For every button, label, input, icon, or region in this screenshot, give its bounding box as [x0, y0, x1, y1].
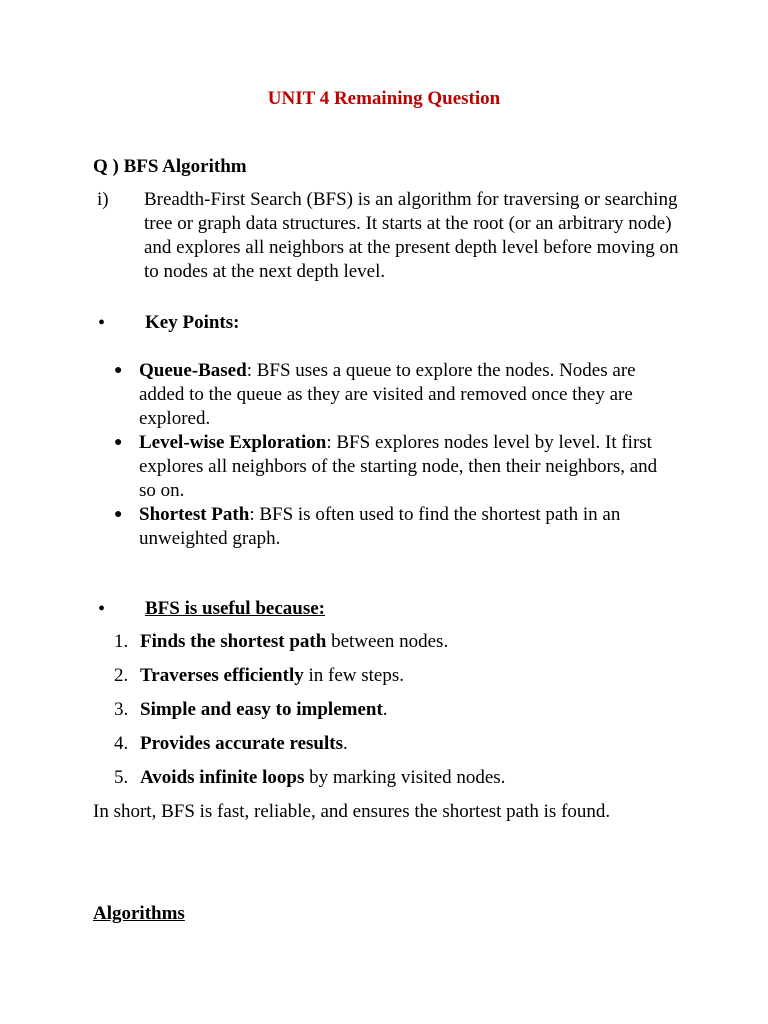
key-point-term: Level-wise Exploration [139, 432, 327, 453]
useful-label: BFS is useful because: [145, 598, 325, 619]
list-number: 5. [114, 767, 129, 788]
useful-text: in few steps. [303, 665, 404, 686]
useful-text: . [382, 699, 388, 720]
key-point-text: : BFS is often used to find the shortest path in an unweighted graph. [139, 504, 621, 549]
useful-term: Avoids infinite loops [140, 767, 305, 788]
key-point-text: : BFS explores nodes level by level. It first explores all neighbors of the starting node, then their neighbors, and so on. [139, 432, 658, 501]
intro-paragraph: Breadth-First Search (BFS) is an algorithm for traversing or searching tree or graph data structures. It starts at the root (or an arbitrary node) and explores all neighbors at the present depth level before moving on to nodes at the next depth level. [144, 189, 679, 282]
useful-term: Finds the shortest path [140, 631, 327, 652]
key-point-term: Queue-Based [139, 360, 247, 381]
useful-text: by marking visited nodes. [304, 767, 506, 788]
list-item [112, 503, 672, 551]
list-number: 1. [114, 631, 129, 652]
useful-term: Provides accurate results [140, 733, 343, 754]
useful-text: between nodes. [326, 631, 449, 652]
bullet-dot: ● [114, 435, 123, 450]
list-number: 2. [114, 665, 129, 686]
summary-paragraph: In short, BFS is fast, reliable, and ensures the shortest path is found. [93, 801, 611, 822]
document-title: UNIT 4 Remaining Question [267, 88, 501, 109]
bullet-dot: ● [114, 507, 123, 522]
list-item [104, 664, 505, 698]
key-points-list [112, 359, 672, 551]
list-item [112, 359, 672, 431]
intro-marker: i) [97, 189, 109, 210]
list-item [104, 732, 505, 766]
useful-text: . [342, 733, 348, 754]
list-number: 4. [114, 733, 129, 754]
key-point-term: Shortest Path [139, 504, 250, 525]
list-item [104, 698, 505, 732]
question-heading: Q ) BFS Algorithm [93, 156, 247, 177]
key-points-label: Key Points: [145, 312, 240, 333]
useful-bullet: • [98, 598, 106, 620]
list-item [112, 431, 672, 503]
list-item [104, 766, 505, 800]
useful-term: Traverses efficiently [140, 665, 304, 686]
key-points-bullet: • [98, 312, 106, 334]
useful-term: Simple and easy to implement [140, 699, 383, 720]
list-number: 3. [114, 699, 129, 720]
algorithms-heading: Algorithms [93, 903, 185, 924]
useful-list [104, 630, 505, 800]
bullet-dot: ● [114, 363, 123, 378]
list-item [104, 630, 505, 664]
key-point-text: : BFS uses a queue to explore the nodes. Nodes are added to the queue as they are visited and removed once they are explored. [139, 360, 636, 429]
